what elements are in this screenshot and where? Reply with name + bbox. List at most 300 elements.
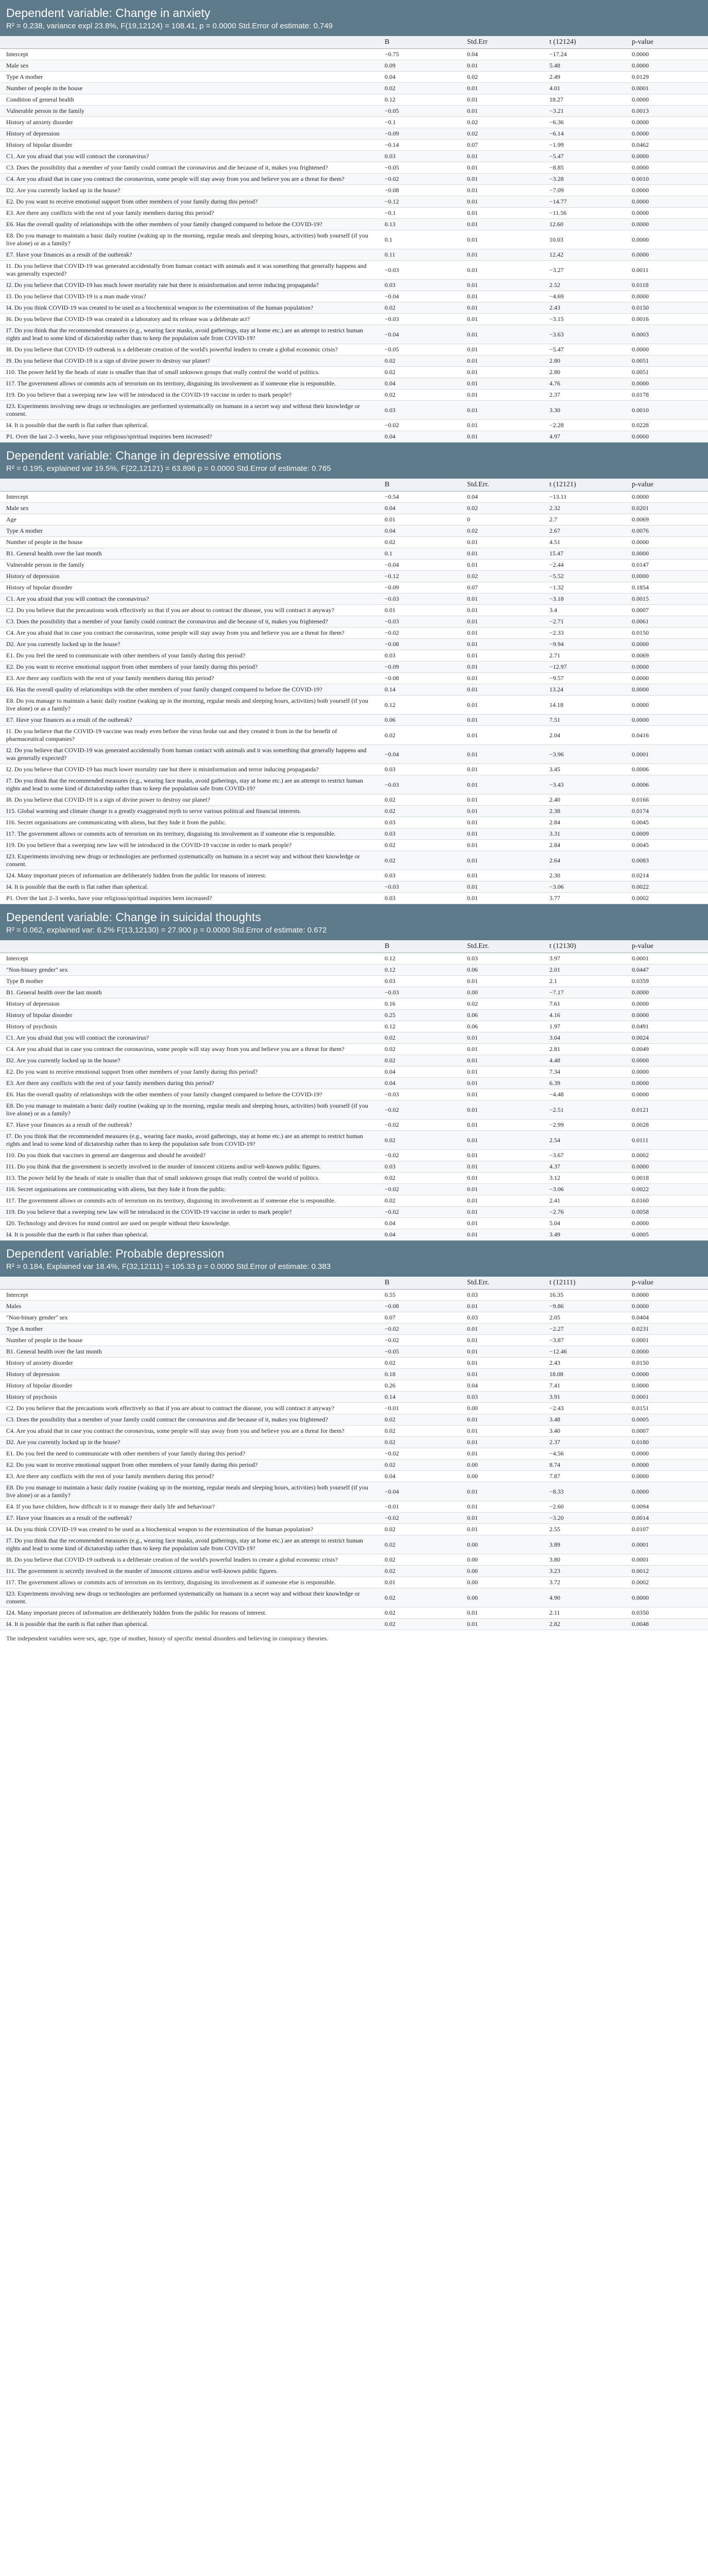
table-row [0,230,708,249]
predictor-cell: C2. Do you believe that the precautions work effectively so that if you are about to contract the disease, you will contract it anyway? [0,1403,378,1414]
value-cell: 0.0010 [626,401,708,420]
value-cell: 0.06 [461,1021,543,1032]
predictor-cell: Vulnerable person in the family [0,106,378,117]
value-cell: 0.0000 [626,378,708,389]
value-cell: −0.03 [378,1089,461,1100]
table-row [0,1131,708,1150]
predictor-cell: E8. Do you manage to maintain a basic daily routine (waking up in the morning, regular meals and sleeping hours, activities) both yourself (if you live alone) or as a family? [0,1100,378,1120]
value-cell: −0.01 [378,1501,461,1513]
value-cell: −3.67 [543,1150,626,1161]
value-cell: 0.0015 [626,594,708,605]
value-cell: −0.03 [378,314,461,325]
value-cell: 0.0000 [626,492,708,503]
value-cell: 0.02 [378,1414,461,1426]
value-cell: 0.01 [461,261,543,280]
value-cell: −0.04 [378,745,461,764]
value-cell: 0.0083 [626,851,708,870]
value-cell: −2.43 [543,1403,626,1414]
value-cell: 0.01 [461,1448,543,1460]
value-cell: −5.52 [543,571,626,582]
value-cell: 0.01 [461,420,543,431]
predictor-cell: C2. Do you believe that the precautions work effectively so that if you are about to contract the disease, you will contract it anyway? [0,605,378,616]
table-row [0,261,708,280]
value-cell: −0.02 [378,1207,461,1218]
predictor-cell: C3. Does the possibility that a member of your family could contract the coronavirus and die because of it, makes you frightened? [0,162,378,174]
value-cell: 0.0014 [626,1513,708,1524]
table-row [0,1055,708,1066]
section-header [0,443,708,479]
table-row [0,1414,708,1426]
value-cell: 6.39 [543,1078,626,1089]
predictor-cell: B1. General health over the last month [0,987,378,998]
regression-section [0,0,708,443]
value-cell: 2.30 [543,870,626,882]
table-row [0,1426,708,1437]
value-cell: −3.06 [543,882,626,893]
table-row [0,976,708,987]
value-cell: 2.1 [543,976,626,987]
value-cell: 0.01 [461,196,543,208]
value-cell: 0.01 [461,1044,543,1055]
value-cell: 3.97 [543,953,626,964]
predictor-cell: I23. Experiments involving new drugs or technologies are performed systematically on humans in a secret way and without their knowledge or consent. [0,401,378,420]
column-header: p-value [626,36,708,49]
value-cell: 3.4 [543,605,626,616]
column-header: p-value [626,1277,708,1290]
value-cell: 0.03 [378,828,461,840]
value-cell: 0.25 [378,1010,461,1021]
table-row [0,60,708,72]
value-cell: 2.64 [543,851,626,870]
predictor-cell: I23. Experiments involving new drugs or technologies are performed systematically on humans in a secret way and without their knowledge or consent. [0,1588,378,1607]
regression-table [0,1277,708,1630]
predictor-cell: I15. Global warming and climate change is a greatly exaggerated myth to serve various political and financial interests. [0,806,378,817]
value-cell: −0.02 [378,1150,461,1161]
value-cell: −3.43 [543,775,626,794]
value-cell: −0.02 [378,1324,461,1335]
table-row [0,325,708,344]
value-cell: 0.12 [378,964,461,976]
value-cell: 0.01 [461,1619,543,1630]
value-cell: 0.04 [378,1471,461,1482]
value-cell: −9.94 [543,639,626,650]
value-cell: 0.01 [461,185,543,196]
regression-table [0,479,708,904]
value-cell: 0.0416 [626,726,708,745]
value-cell: 0.01 [461,893,543,904]
value-cell: 0.0166 [626,794,708,806]
predictor-cell: E3. Are there any conflicts with the rest of your family members during this period? [0,1471,378,1482]
value-cell: −2.28 [543,420,626,431]
table-row [0,492,708,503]
value-cell: 0.04 [461,49,543,60]
value-cell: 0.0007 [626,1426,708,1437]
value-cell: 0.03 [378,893,461,904]
value-cell: 0.03 [461,1290,543,1301]
value-cell: 0.01 [461,60,543,72]
predictor-cell: E3. Are there any conflicts with the rest of your family members during this period? [0,1078,378,1089]
value-cell: 0.01 [461,745,543,764]
predictor-cell: E6. Has the overall quality of relationships with the other members of your family changed compared to before the COVID-19? [0,684,378,696]
predictor-cell: E8. Do you manage to maintain a basic daily routine (waking up in the morning, regular meals and sleeping hours, activities) both yourself (if you live alone) or as a family? [0,1482,378,1501]
value-cell: 0.03 [378,280,461,291]
value-cell: 18.08 [543,1369,626,1380]
value-cell: −3.96 [543,745,626,764]
predictor-cell: C3. Does the possibility that a member of your family could contract the coronavirus and die because of it, makes you frightened? [0,1414,378,1426]
value-cell: 0.01 [461,1207,543,1218]
value-cell: 0.0000 [626,431,708,443]
value-cell: 0.01 [461,208,543,219]
value-cell: −13.11 [543,492,626,503]
value-cell: 0.0022 [626,1184,708,1195]
predictor-cell: I13. The power held by the heads of state is smaller than that of small unknown groups that really control the world of politics. [0,1173,378,1184]
table-row [0,851,708,870]
value-cell: 0.0000 [626,94,708,106]
value-cell: 2.55 [543,1524,626,1535]
predictor-cell: I4. It is possible that the earth is flat rather than spherical. [0,1229,378,1241]
table-row [0,1173,708,1184]
table-row [0,1346,708,1358]
column-header: B [378,940,461,953]
value-cell: 2.49 [543,72,626,83]
value-cell: −0.08 [378,673,461,684]
value-cell: 0.0005 [626,1229,708,1241]
section-header [0,904,708,940]
table-row [0,389,708,401]
value-cell: 0.0000 [626,537,708,548]
value-cell: −3.27 [543,261,626,280]
value-cell: 0.11 [378,249,461,261]
table-row [0,571,708,582]
value-cell: 0.01 [461,1301,543,1312]
predictor-cell: I6. Do you believe that COVID-19 was created in a laboratory and its release was a deliberate act? [0,314,378,325]
value-cell: 0.01 [461,537,543,548]
section-header [0,1241,708,1277]
predictor-cell: History of anxiety disorder [0,117,378,128]
value-cell: 2.82 [543,1619,626,1630]
value-cell: −0.09 [378,662,461,673]
predictor-cell: I19. Do you believe that a sweeping new law will be introduced in the COVID-19 vaccine in order to mark people? [0,1207,378,1218]
value-cell: −0.09 [378,582,461,594]
value-cell: 0.03 [378,401,461,420]
value-cell: 0.01 [461,1161,543,1173]
predictor-cell: I3. Do you believe that COVID-19 is a man made virus? [0,291,378,302]
value-cell: 0.1 [378,548,461,560]
value-cell: 2.80 [543,367,626,378]
predictor-cell: I7. Do you think that the recommended measures (e.g., wearing face masks, avoid gatherings, stay at home etc.) are an attempt to restrict human rights and lead to some kind of dictatorship rather than to keep the population safe from COVID-19? [0,325,378,344]
value-cell: 1.97 [543,1021,626,1032]
column-header: t (12130) [543,940,626,953]
column-header: B [378,479,461,492]
predictor-cell: C1. Are you afraid that you will contract the coronavirus? [0,1032,378,1044]
predictor-cell: I17. The government allows or commits acts of terrorism on its territory, disguising its involvement as if someone else is responsible. [0,1195,378,1207]
value-cell: 0.0228 [626,420,708,431]
column-header: p-value [626,940,708,953]
value-cell: 0.00 [461,1460,543,1471]
table-footnote: The independent variables were sex, age, type of mother, history of specific mental disorders and believing in conspiracy theories. [6,1635,329,1642]
value-cell: 0.0151 [626,1403,708,1414]
predictor-cell: I11. Do you think that the government is secretly involved in the murder of innocent citizens and/or well-known public figures. [0,1161,378,1173]
predictor-cell: I17. The government allows or commits acts of terrorism on its territory, disguising its involvement as if someone else is responsible. [0,828,378,840]
value-cell: 0.0058 [626,1207,708,1218]
predictor-cell: Number of people in the house [0,83,378,94]
predictor-cell: E7. Have your finances as a result of the outbreak? [0,1120,378,1131]
predictor-cell: D2. Are you currently locked up in the house? [0,639,378,650]
table-row [0,1358,708,1369]
value-cell: 0.01 [461,594,543,605]
value-cell: 0.00 [461,1554,543,1566]
predictor-cell: Number of people in the house [0,537,378,548]
value-cell: 0.01 [461,325,543,344]
value-cell: 0.0000 [626,1055,708,1066]
predictor-cell: I17. The government allows or commits acts of terrorism on its territory, disguising its involvement as if someone else is responsible. [0,1577,378,1588]
section-header [0,0,708,36]
table-row [0,196,708,208]
table-row [0,684,708,696]
value-cell: 0.04 [378,1066,461,1078]
value-cell: 0.01 [461,291,543,302]
value-cell: 0.0350 [626,1607,708,1619]
predictor-cell: E7. Have your finances as a result of the outbreak? [0,1513,378,1524]
predictor-cell: I17. The government allows or commits acts of terrorism on its territory, disguising its involvement as if someone else is responsible. [0,378,378,389]
value-cell: 5.04 [543,1218,626,1229]
value-cell: −2.71 [543,616,626,628]
predictor-cell: History of depression [0,571,378,582]
value-cell: 0.02 [378,1358,461,1369]
value-cell: 0.06 [461,964,543,976]
value-cell: −5.47 [543,151,626,162]
table-row [0,1010,708,1021]
value-cell: 0.02 [378,367,461,378]
value-cell: 0.16 [378,998,461,1010]
value-cell: 0.01 [461,696,543,715]
value-cell: −9.86 [543,1301,626,1312]
value-cell: 0.0000 [626,1089,708,1100]
predictor-cell: I24. Many important pieces of information are deliberately hidden from the public for reasons of interest. [0,1607,378,1619]
table-row [0,650,708,662]
predictor-cell: Type B mother [0,976,378,987]
value-cell: 0.0000 [626,684,708,696]
value-cell: 0.0000 [626,1482,708,1501]
value-cell: 0.0094 [626,1501,708,1513]
value-cell: 0.0359 [626,976,708,987]
value-cell: 0.01 [461,378,543,389]
predictor-cell: C4. Are you afraid that in case you contract the coronavirus, some people will stay away from you and believe you are a threat for them? [0,174,378,185]
value-cell: 0.09 [378,60,461,72]
value-cell: 0.0000 [626,998,708,1010]
predictor-cell: History of depression [0,128,378,140]
value-cell: 0.01 [461,1346,543,1358]
value-cell: 0.0150 [626,302,708,314]
table-row [0,280,708,291]
predictor-cell: Males [0,1301,378,1312]
value-cell: 0.01 [461,882,543,893]
table-row [0,1089,708,1100]
value-cell: −0.12 [378,571,461,582]
value-cell: 0.01 [461,616,543,628]
predictor-cell: I7. Do you think that the recommended measures (e.g., wearing face masks, avoid gatherings, stay at home etc.) are an attempt to restrict human rights and lead to some kind of dictatorship rather than to keep the population safe from COVID-19? [0,775,378,794]
predictor-cell: E6. Has the overall quality of relationships with the other members of your family changed compared to before the COVID-19? [0,219,378,230]
predictor-cell: Number of people in the house [0,1335,378,1346]
value-cell: 2.32 [543,503,626,514]
value-cell: −12.46 [543,1346,626,1358]
value-cell: 0.02 [461,128,543,140]
value-cell: −3.20 [543,1513,626,1524]
table-row [0,162,708,174]
predictor-cell: Male sex [0,60,378,72]
value-cell: 2.67 [543,526,626,537]
value-cell: 0.0018 [626,1173,708,1184]
predictor-cell: C4. Are you afraid that in case you contract the coronavirus, some people will stay away from you and believe you are a threat for them? [0,1044,378,1055]
value-cell: −0.04 [378,291,461,302]
table-row [0,998,708,1010]
value-cell: 0.0000 [626,1448,708,1460]
value-cell: −3.21 [543,106,626,117]
predictor-cell: I8. Do you believe that COVID-19 outbreak is a deliberate creation of the world's powerful leaders to create a global economic crisis? [0,344,378,355]
value-cell: −2.33 [543,628,626,639]
value-cell: 0.04 [378,526,461,537]
value-cell: 0.02 [378,302,461,314]
value-cell: −3.15 [543,314,626,325]
value-cell: 2.37 [543,389,626,401]
column-header: Std.Err [461,36,543,49]
value-cell: −9.57 [543,673,626,684]
regression-section [0,443,708,904]
table-row [0,1207,708,1218]
value-cell: −4.48 [543,1089,626,1100]
value-cell: 2.43 [543,302,626,314]
table-row [0,1437,708,1448]
table-row [0,514,708,526]
value-cell: 0.0000 [626,548,708,560]
value-cell: −7.17 [543,987,626,998]
value-cell: −0.04 [378,325,461,344]
value-cell: 2.71 [543,650,626,662]
value-cell: 5.48 [543,60,626,72]
value-cell: −0.08 [378,639,461,650]
value-cell: 0.00 [461,1471,543,1482]
value-cell: 2.7 [543,514,626,526]
value-cell: −0.02 [378,1100,461,1120]
value-cell: 0.0000 [626,1078,708,1089]
model-statistics: R² = 0.238, variance expl 23.8%, F(19,12124) = 108.41, p = 0.0000 Std.Error of estimate: 0.749 [6,22,333,30]
table-row [0,1403,708,1414]
value-cell: 0.01 [461,764,543,775]
model-statistics: R² = 0.184, Explained var 18.4%, F(32,12111) = 105.33 p = 0.0000 Std.Error of estimate: 0.383 [6,1262,331,1271]
value-cell: 4.51 [543,537,626,548]
table-header-row [0,36,708,49]
value-cell: 0.02 [461,526,543,537]
value-cell: 0.18 [378,1369,461,1380]
model-statistics: R² = 0.062, explained var: 6.2% F(13,12130) = 27.900 p = 0.0000 Std.Error of estimate: 0.672 [6,926,327,935]
table-row [0,662,708,673]
value-cell: 0.0000 [626,1346,708,1358]
value-cell: 2.01 [543,964,626,976]
predictor-cell: B1. General health over the last month [0,1346,378,1358]
table-row [0,1066,708,1078]
value-cell: 10.03 [543,230,626,249]
value-cell: 0.0121 [626,1100,708,1120]
predictor-cell: D2. Are you currently locked up in the house? [0,1055,378,1066]
value-cell: 0.03 [461,1392,543,1403]
value-cell: 0.01 [461,431,543,443]
value-cell: 0.0000 [626,715,708,726]
value-cell: −1.32 [543,582,626,594]
value-cell: 2.38 [543,806,626,817]
value-cell: 0.02 [378,1566,461,1577]
value-cell: −0.02 [378,174,461,185]
value-cell: 0.01 [461,639,543,650]
table-row [0,893,708,904]
regression-table [0,36,708,443]
value-cell: 3.48 [543,1414,626,1426]
value-cell: 0.0000 [626,1369,708,1380]
table-row [0,314,708,325]
value-cell: 0.1 [378,230,461,249]
table-header-row [0,1277,708,1290]
value-cell: 4.16 [543,1010,626,1021]
value-cell: 0.0160 [626,1195,708,1207]
value-cell: 4.90 [543,1588,626,1607]
model-statistics: R² = 0.195, explained var 19.5%, F(22,12121) = 63.896 p = 0.0000 Std.Error of estimate: 0.765 [6,464,331,473]
table-row [0,673,708,684]
value-cell: −0.08 [378,185,461,196]
predictor-cell: I16. Secret organisations are communicating with aliens, but they hide it from the public. [0,817,378,828]
value-cell: 0.01 [461,1524,543,1535]
predictor-cell: E2. Do you want to receive emotional support from other members of your family during this period? [0,1460,378,1471]
predictor-cell: History of bipolar disorder [0,140,378,151]
value-cell: 14.18 [543,696,626,715]
predictor-cell: I19. Do you believe that a sweeping new law will be introduced in the COVID-19 vaccine in order to mark people? [0,840,378,851]
table-row [0,94,708,106]
value-cell: 0.01 [461,83,543,94]
value-cell: 0.0174 [626,806,708,817]
table-row [0,775,708,794]
value-cell: −0.03 [378,616,461,628]
value-cell: −0.02 [378,420,461,431]
value-cell: 0.01 [461,1335,543,1346]
value-cell: 0.01 [461,1195,543,1207]
predictor-cell: I19. Do you believe that a sweeping new law will be introduced in the COVID-19 vaccine in order to mark people? [0,389,378,401]
value-cell: 0.06 [461,1010,543,1021]
predictor-cell: Intercept [0,1290,378,1301]
value-cell: 0.02 [378,1426,461,1437]
value-cell: −0.03 [378,775,461,794]
table-row [0,1554,708,1566]
value-cell: 0.01 [461,367,543,378]
table-row [0,1607,708,1619]
value-cell: 12.42 [543,249,626,261]
value-cell: 0.01 [461,870,543,882]
table-row [0,1120,708,1131]
table-row [0,401,708,420]
value-cell: −0.03 [378,594,461,605]
table-row [0,1100,708,1120]
value-cell: 0.02 [378,83,461,94]
value-cell: 0.0111 [626,1131,708,1150]
value-cell: 2.80 [543,355,626,367]
predictor-cell: History of psychosis [0,1021,378,1032]
predictor-cell: E2. Do you want to receive emotional support from other members of your family during this period? [0,1066,378,1078]
value-cell: 7.51 [543,715,626,726]
value-cell: −0.14 [378,140,461,151]
table-row [0,882,708,893]
value-cell: 4.76 [543,378,626,389]
value-cell: −0.02 [378,1120,461,1131]
value-cell: 0.0000 [626,987,708,998]
value-cell: 0.04 [461,492,543,503]
value-cell: −0.1 [378,117,461,128]
